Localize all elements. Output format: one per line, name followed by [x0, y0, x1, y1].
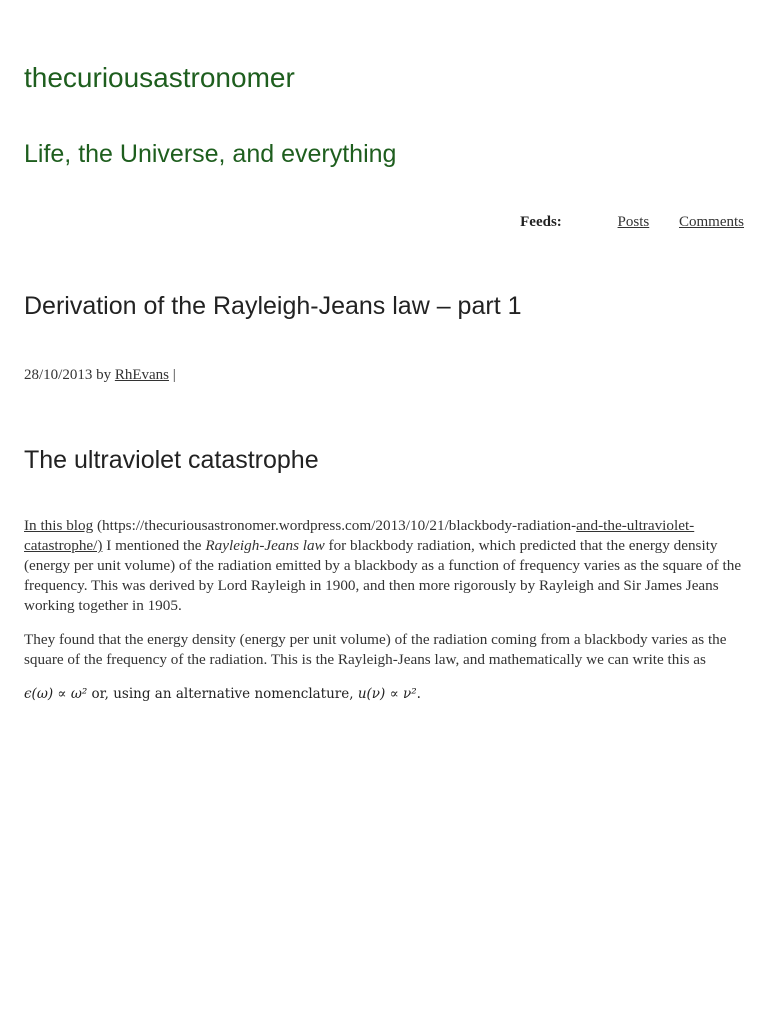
- math-end: .: [416, 686, 421, 702]
- rayleigh-jeans-law-emphasis: Rayleigh-Jeans law: [205, 537, 325, 554]
- site-tagline: Life, the Universe, and everything: [24, 140, 397, 168]
- blog-url-text: (https://thecuriousastronomer.wordpress.com/2013/10/21/blackbody-radiation-: [93, 517, 577, 534]
- feeds-bar: [520, 214, 744, 231]
- post-title: Derivation of the Rayleigh-Jeans law – part 1: [24, 292, 522, 320]
- feeds-posts-link[interactable]: Posts: [617, 214, 650, 230]
- math-equation: [24, 684, 746, 704]
- feeds-label: Feeds:: [520, 214, 562, 230]
- paragraph-1-text-a: I mentioned the: [102, 537, 206, 554]
- paragraph-1-text-b: for blackbody radiation, which predicted that the energy density (energy per unit volume) of the radiation emitted by a blackbody as a function of frequency varies as the square of the frequency. This was derived by Lord Rayleigh in 1900, and then more rigorously by Rayleigh and Sir James Jeans working together in 1905.: [24, 537, 742, 614]
- math-expression-1: ϵ(ω) ∝ ω²: [24, 686, 88, 702]
- post-author-link[interactable]: RhEvans: [114, 367, 170, 383]
- post-date: 28/10/2013: [24, 367, 93, 383]
- post-body: [24, 516, 746, 704]
- paragraph-2: They found that the energy density (energy per unit volume) of the radiation coming from a blackbody varies as the square of the frequency of the radiation. This is the Rayleigh-Jeans law, and mathematically we can write this as: [24, 631, 727, 668]
- blog-url-link[interactable]: and-the-ultraviolet-catastrophe/): [24, 517, 695, 554]
- paragraph-1: [24, 516, 746, 616]
- in-this-blog-link[interactable]: In this blog: [24, 517, 94, 534]
- math-expression-2: u(ν) ∝ ν²: [357, 686, 417, 702]
- feeds-comments-link[interactable]: Comments: [678, 214, 744, 230]
- site-title[interactable]: thecuriousastronomer: [24, 62, 295, 93]
- post-meta: [24, 367, 176, 384]
- math-middle-text: or, using an alternative nomenclature,: [87, 686, 358, 702]
- post-by: by: [92, 367, 115, 383]
- post-meta-separator: |: [169, 367, 176, 383]
- section-title: The ultraviolet catastrophe: [24, 446, 319, 474]
